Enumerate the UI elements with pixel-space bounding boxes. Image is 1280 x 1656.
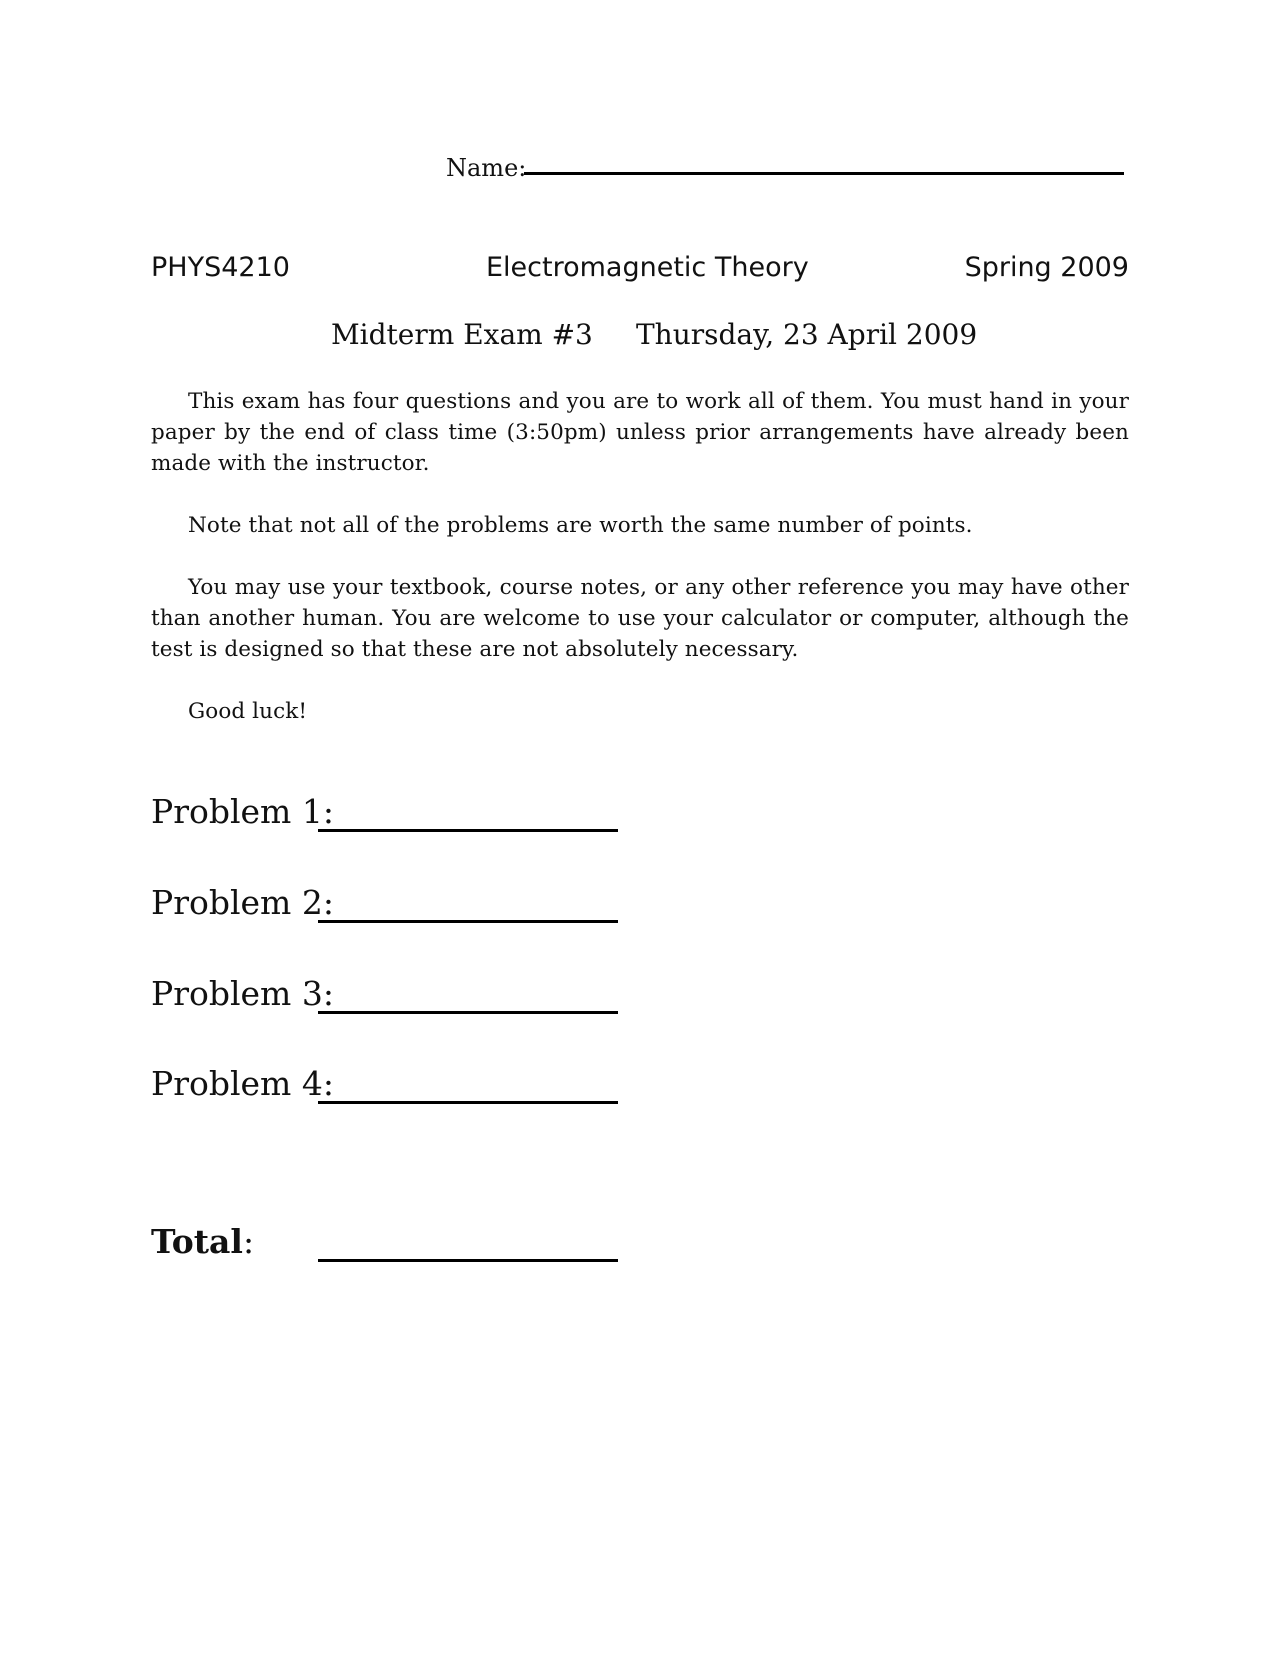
instruction-paragraph: Note that not all of the problems are worth the same number of points. [188,513,973,538]
exam-date: Thursday, 23 April 2009 [636,318,978,351]
problem-3-score [151,974,631,1022]
instruction-paragraph: This exam has four questions and you are to work all of them. You must hand in your paper by the end of class time (3:50pm) unless prior arrangements have already been made with the instructor. [151,389,1129,476]
problem-1-score [151,792,631,840]
course-title: Electromagnetic Theory [486,252,809,283]
instructions [151,386,1129,758]
instruction-paragraph: You may use your textbook, course notes, or any other reference you may have other than another human. You are welcome to use your calculator or computer, although the test is designed so that these are not absolutely necessary. [151,575,1129,662]
score-blank-line [318,920,618,923]
score-blank-line [318,1101,618,1104]
total-colon: : [242,1222,255,1261]
name-label: Name: [446,154,527,182]
score-blank-line [318,1259,618,1262]
score-blank-line [318,1011,618,1014]
total-score [151,1222,631,1270]
course-code: PHYS4210 [151,252,290,283]
total-label: Total [151,1222,243,1261]
problem-label: Problem 3: [151,974,334,1013]
exam-header [0,318,1280,358]
name-field [446,150,1130,190]
instruction-paragraph: Good luck! [188,699,308,724]
exam-name: Midterm Exam #3 [331,318,593,351]
problem-label: Problem 1: [151,792,334,831]
course-header [151,252,1129,292]
course-term: Spring 2009 [964,252,1129,283]
score-blank-line [318,829,618,832]
problem-2-score [151,883,631,931]
problem-4-score [151,1064,631,1112]
name-blank-line [524,172,1124,175]
problem-label: Problem 2: [151,883,334,922]
problem-label: Problem 4: [151,1064,334,1103]
total-label-wrap [151,1222,254,1261]
